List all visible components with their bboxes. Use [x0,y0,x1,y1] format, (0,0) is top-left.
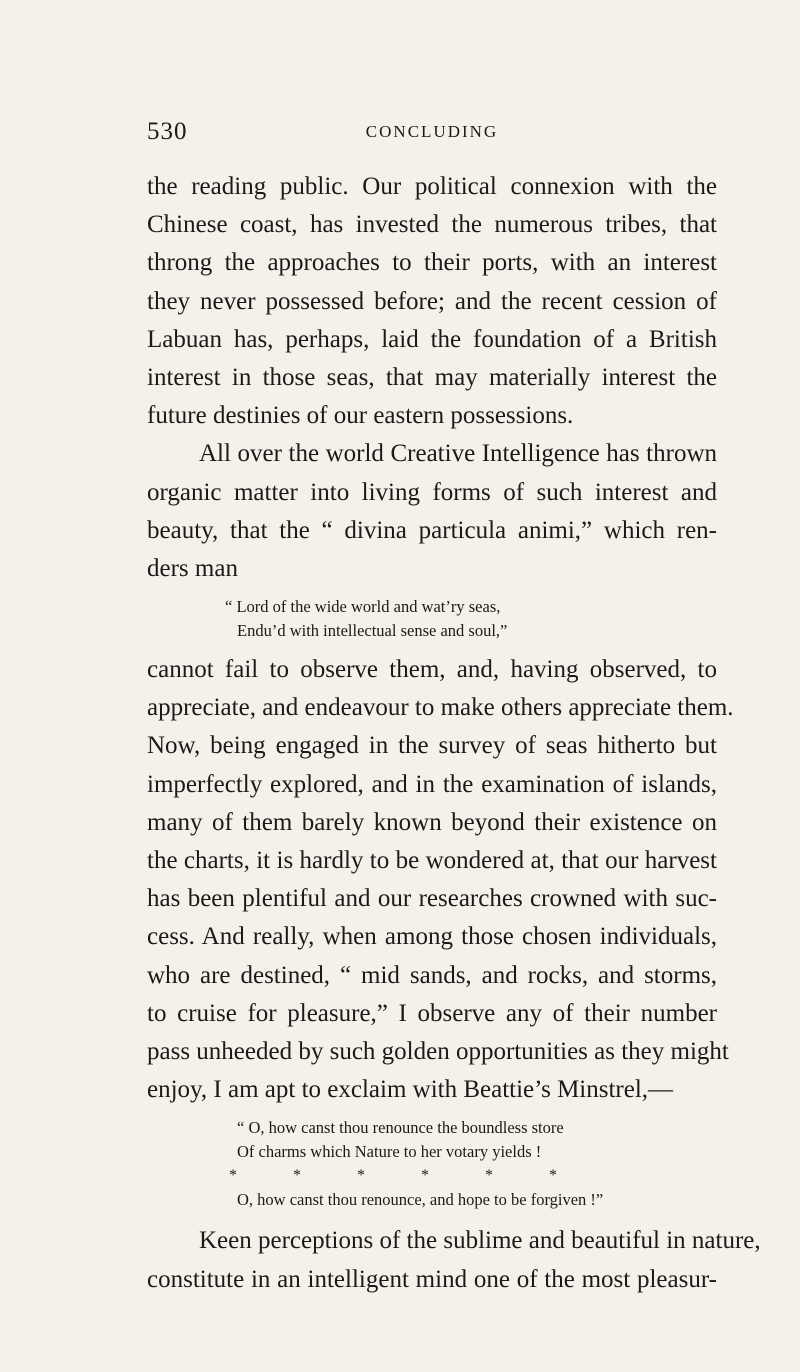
text-line: Keen perceptions of the sublime and beautiful in nature, [199,1227,761,1255]
paragraph [147,1222,761,1298]
text-line: pass unheeded by such golden opportunities as they might [147,1037,729,1065]
text-line: organic matter into living forms of such interest and [147,478,717,506]
text-line: they never possessed before; and the recent cession of [147,287,717,315]
text-line: enjoy, I am apt to exclaim with Beattie’s Minstrel,— [147,1076,674,1104]
asterisk-row [147,1164,717,1188]
text-line: Labuan has, perhaps, laid the foundation of a British [147,325,717,353]
paragraph [147,651,734,1109]
body-text [147,168,761,1299]
text-line: Now, being engaged in the survey of seas hitherto but [147,732,717,760]
paragraph [147,435,717,588]
text-line: the reading public. Our political connexion with the [147,173,717,200]
text-line: throng the approaches to their ports, with an interest [147,249,717,277]
text-line: imperfectly explored, and in the examination of islands, [147,770,717,798]
asterisk: * [229,1167,237,1185]
text-line: appreciate, and endeavour to make others appreciate them. [147,694,734,722]
asterisk: * [485,1167,493,1185]
asterisk: * [549,1167,557,1185]
running-head: CONCLUDING [365,122,499,141]
paragraph [147,168,717,435]
text-line: beauty, that the “ divina particula animi,” which ren- [147,516,717,544]
text-line: many of them barely known beyond their existence on [147,808,717,836]
text-line: ders man [147,554,238,582]
text-line: to cruise for pleasure,” I observe any of their number [147,999,717,1027]
verse-line: “ O, how canst thou renounce the boundless store [237,1118,564,1138]
text-line: All over the world Creative Intelligence has thrown [199,440,717,468]
verse-line: “ Lord of the wide world and wat’ry seas, [225,597,501,617]
verse-quotation [147,595,717,643]
text-line: has been plentiful and our researches crowned with suc- [147,885,717,913]
verse-line: Of charms which Nature to her votary yields ! [237,1142,542,1162]
page-number: 530 [147,118,188,145]
page-header [147,118,717,152]
text-line: who are destined, “ mid sands, and rocks, and storms, [147,961,717,989]
text-line: Chinese coast, has invested the numerous tribes, that [147,211,717,239]
text-line: interest in those seas, that may materially interest the [147,363,717,391]
verse-quotation [147,1116,717,1212]
text-line: cess. And really, when among those chosen individuals, [147,923,717,951]
asterisk: * [357,1167,365,1185]
text-line: future destinies of our eastern possessions. [147,402,574,430]
asterisk: * [421,1167,429,1185]
text-line: constitute in an intelligent mind one of the most pleasur- [147,1265,717,1293]
verse-line: Endu’d with intellectual sense and soul,” [237,621,508,641]
text-line: cannot fail to observe them, and, having observed, to [147,656,717,684]
asterisk: * [293,1167,301,1185]
verse-line: O, how canst thou renounce, and hope to be forgiven !” [237,1190,604,1210]
text-line: the charts, it is hardly to be wondered at, that our harvest [147,847,717,874]
